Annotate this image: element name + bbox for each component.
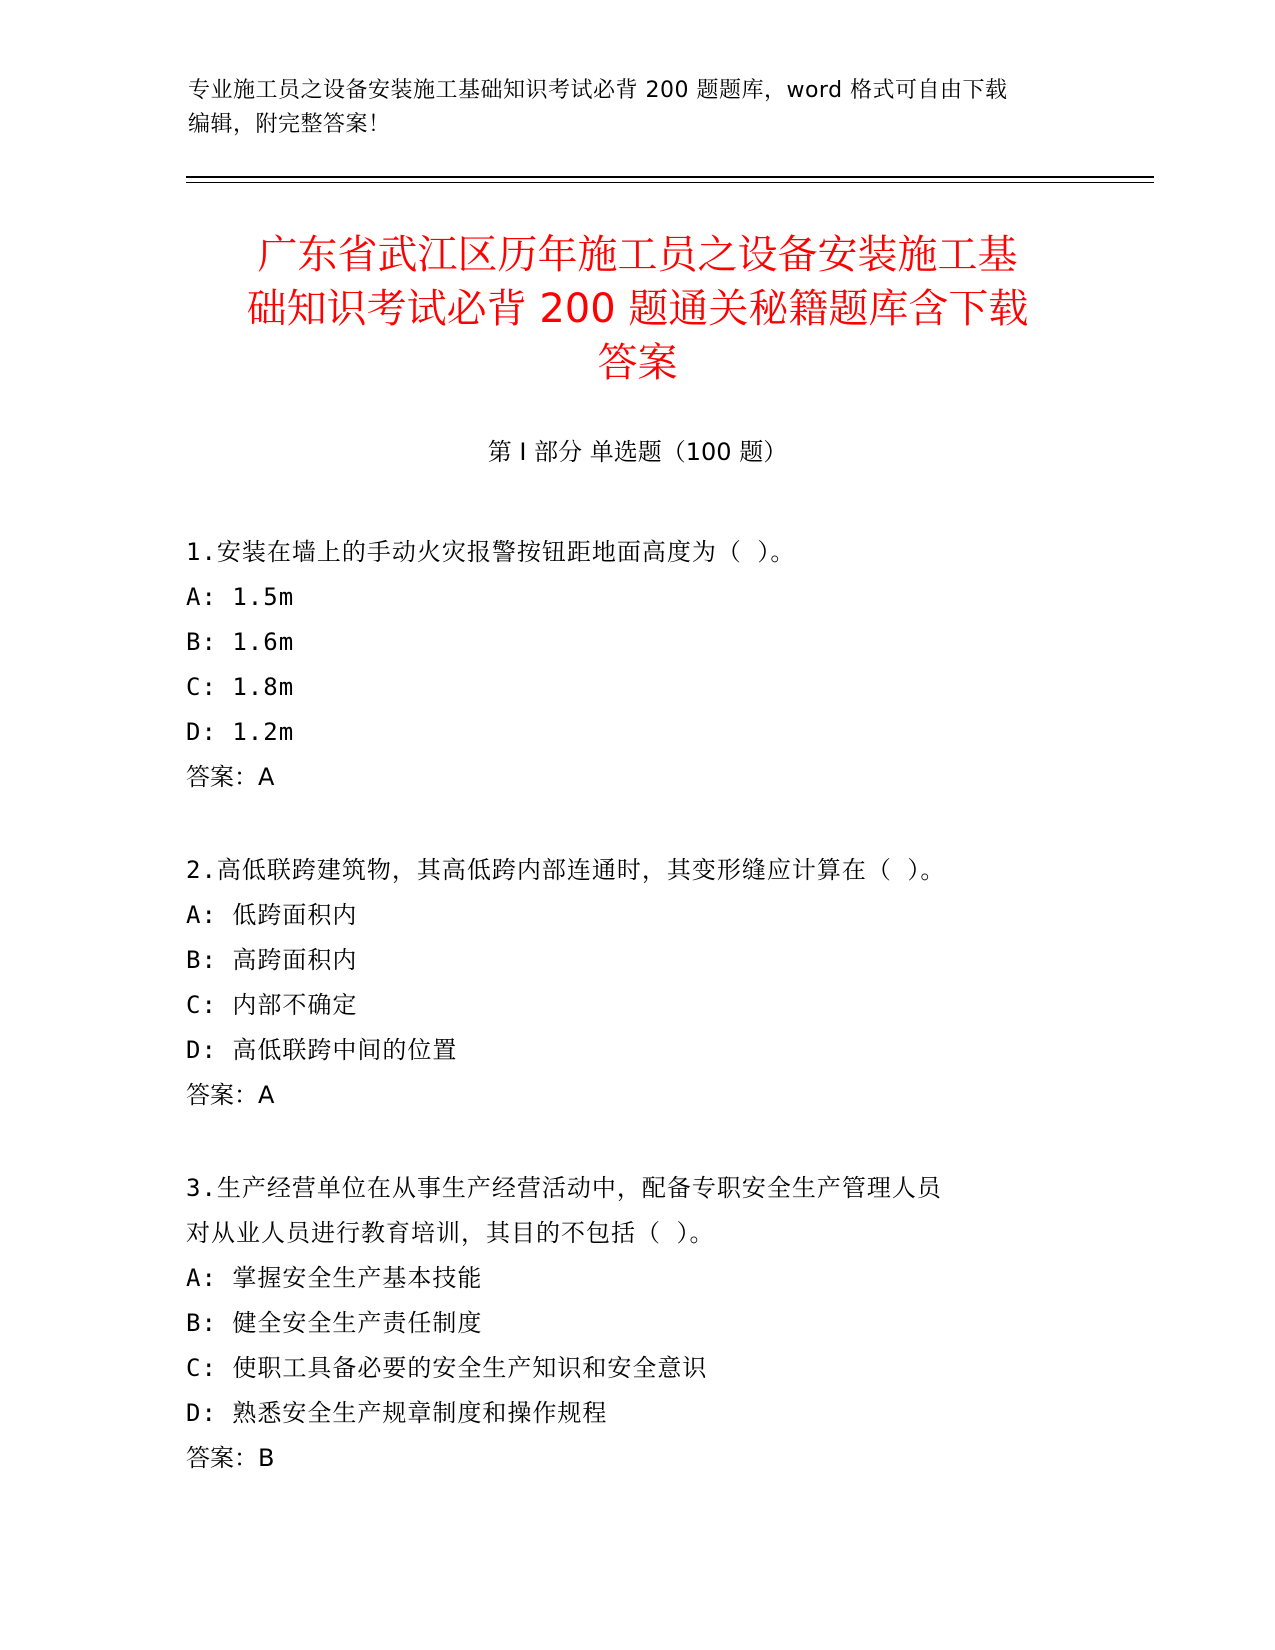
answer-line: 答案：A bbox=[186, 1081, 275, 1109]
answer-line: 答案：A bbox=[186, 763, 275, 791]
option-a: A: 掌握安全生产基本技能 bbox=[186, 1264, 483, 1292]
answer-line: 答案：B bbox=[186, 1444, 275, 1472]
option-d: D: 1.2m bbox=[186, 718, 295, 746]
question-2 bbox=[186, 848, 1086, 1118]
header-note bbox=[188, 74, 1088, 142]
option-b: B: 健全安全生产责任制度 bbox=[186, 1309, 483, 1337]
section-heading: 第 I 部分 单选题（100 题） bbox=[487, 438, 788, 466]
question-1 bbox=[186, 530, 1086, 800]
option-a: A: 1.5m bbox=[186, 583, 295, 611]
question-stem: 1.安装在墙上的手动火灾报警按钮距地面高度为（ ）。 bbox=[186, 538, 796, 566]
option-c: C: 使职工具备必要的安全生产知识和安全意识 bbox=[186, 1354, 708, 1382]
header-divider-thin bbox=[186, 182, 1154, 183]
header-divider-thick bbox=[186, 176, 1154, 178]
document-title-line-1: 广东省武江区历年施工员之设备安装施工基 bbox=[257, 232, 1018, 278]
document-title-line-3: 答案 bbox=[597, 340, 678, 386]
document-title bbox=[160, 228, 1115, 390]
option-c: C: 1.8m bbox=[186, 673, 295, 701]
question-3 bbox=[186, 1166, 1086, 1481]
option-b: B: 高跨面积内 bbox=[186, 946, 358, 974]
option-d: D: 高低联跨中间的位置 bbox=[186, 1036, 458, 1064]
document-title-line-2: 础知识考试必背 200 题通关秘籍题库含下载 bbox=[246, 286, 1029, 332]
question-stem: 2.高低联跨建筑物，其高低跨内部连通时，其变形缝应计算在（ ）。 bbox=[186, 856, 946, 884]
question-stem-line-2: 对从业人员进行教育培训，其目的不包括（ ）。 bbox=[186, 1219, 715, 1247]
option-d: D: 熟悉安全生产规章制度和操作规程 bbox=[186, 1399, 608, 1427]
header-note-line-2: 编辑，附完整答案！ bbox=[188, 112, 391, 137]
option-a: A: 低跨面积内 bbox=[186, 901, 358, 929]
header-note-line-1: 专业施工员之设备安装施工基础知识考试必背 200 题题库，word 格式可自由下载 bbox=[188, 78, 1008, 103]
option-b: B: 1.6m bbox=[186, 628, 295, 656]
question-stem-line-1: 3.生产经营单位在从事生产经营活动中，配备专职安全生产管理人员 bbox=[186, 1174, 942, 1202]
option-c: C: 内部不确定 bbox=[186, 991, 358, 1019]
